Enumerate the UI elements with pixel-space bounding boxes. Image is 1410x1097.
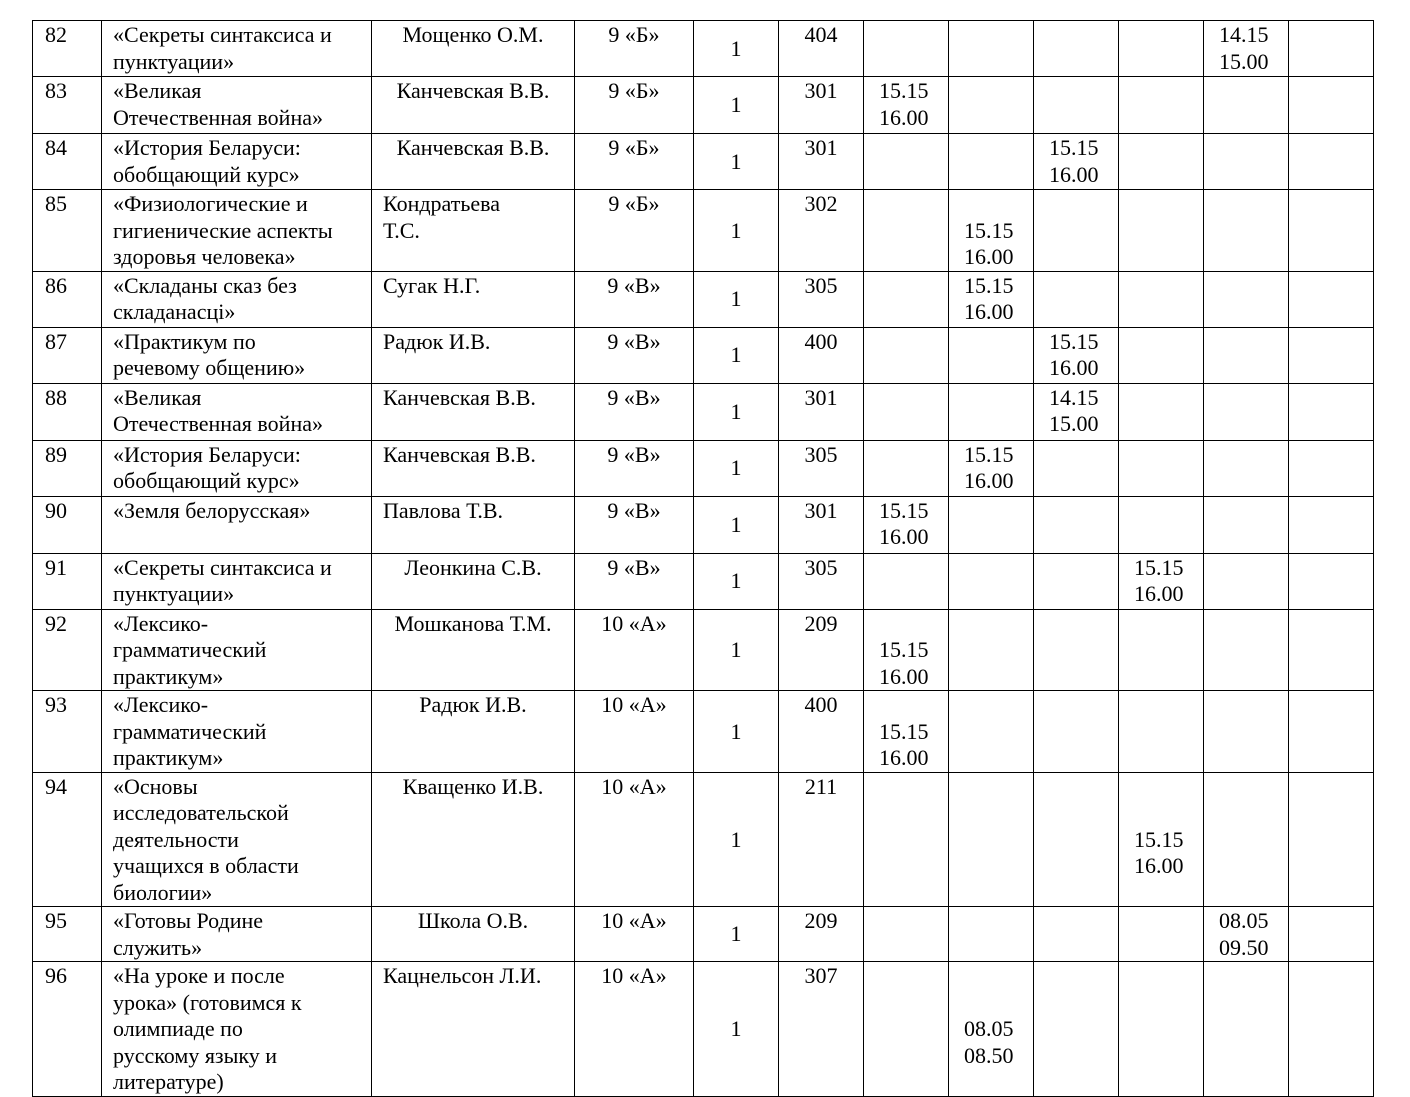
table-row <box>33 190 1374 272</box>
teacher-name <box>372 772 575 907</box>
course-title <box>102 77 372 134</box>
day-slot <box>1289 440 1374 496</box>
row-number: 88 <box>33 383 102 440</box>
teacher-name <box>372 907 575 962</box>
class-name: 9 «В» <box>575 327 694 383</box>
day-slot <box>1289 190 1374 272</box>
day-slot <box>1204 77 1289 134</box>
day-slot <box>1034 496 1119 553</box>
day-slot-line: 16.00 <box>1134 853 1184 878</box>
day-slot <box>1204 190 1289 272</box>
teacher-name-line: Канчевская В.В. <box>396 135 550 160</box>
table-row <box>33 21 1374 77</box>
day-slot <box>1204 383 1289 440</box>
table-row <box>33 772 1374 907</box>
day-slot-line: 15.00 <box>1219 48 1269 74</box>
day-slot <box>1034 609 1119 691</box>
course-title <box>102 962 372 1097</box>
hours-count: 1 <box>694 691 779 773</box>
day-slot <box>1119 691 1204 773</box>
class-name: 10 «А» <box>575 772 694 907</box>
day-slot-line: 09.50 <box>1219 934 1269 960</box>
day-slot <box>1034 907 1119 962</box>
row-number: 86 <box>33 271 102 327</box>
day-slot <box>1119 962 1204 1097</box>
course-title-line: грамматический <box>113 637 267 662</box>
day-slot <box>1119 440 1204 496</box>
day-slot-line <box>964 990 1033 1017</box>
teacher-name <box>372 553 575 609</box>
teacher-name <box>372 691 575 773</box>
room-number: 209 <box>779 609 864 691</box>
day-slot <box>1034 77 1119 134</box>
teacher-name <box>372 440 575 496</box>
day-slot-line: 14.15 <box>1049 384 1099 410</box>
course-title <box>102 691 372 773</box>
day-slot <box>1034 553 1119 609</box>
room-number: 404 <box>779 21 864 77</box>
table-row <box>33 271 1374 327</box>
day-slot-line: 16.00 <box>879 524 929 549</box>
course-title-line: «Земля белорусская» <box>113 497 311 523</box>
hours-count: 1 <box>694 77 779 134</box>
day-slot <box>1034 327 1119 383</box>
teacher-name <box>372 190 575 272</box>
teacher-name <box>372 21 575 77</box>
hours-count: 1 <box>694 962 779 1097</box>
table-row <box>33 609 1374 691</box>
course-title-line: речевому общению» <box>113 355 306 380</box>
room-number: 305 <box>779 553 864 609</box>
hours-count: 1 <box>694 190 779 272</box>
class-name: 9 «Б» <box>575 134 694 190</box>
class-name: 10 «А» <box>575 907 694 962</box>
day-slot-line: 15.15 <box>879 637 929 662</box>
day-slot <box>1119 327 1204 383</box>
room-number: 209 <box>779 907 864 962</box>
day-slot-line <box>879 611 948 638</box>
hours-count: 1 <box>694 21 779 77</box>
course-title-line: обобщающий курс» <box>113 468 300 493</box>
day-slot <box>1119 609 1204 691</box>
day-slot-line: 08.50 <box>964 1042 1014 1068</box>
day-slot <box>1034 440 1119 496</box>
course-title <box>102 496 372 553</box>
table-row <box>33 383 1374 440</box>
course-title-line: «История Беларуси: <box>113 441 301 467</box>
course-title-line: «На уроке и после <box>113 963 285 988</box>
row-number: 91 <box>33 553 102 609</box>
room-number: 301 <box>779 134 864 190</box>
teacher-name-line: Канчевская В.В. <box>383 441 536 467</box>
course-title <box>102 21 372 77</box>
day-slot <box>1289 553 1374 609</box>
table-row <box>33 553 1374 609</box>
class-name: 9 «В» <box>575 271 694 327</box>
day-slot <box>1204 21 1289 77</box>
day-slot <box>1289 772 1374 907</box>
teacher-name <box>372 962 575 1097</box>
course-title <box>102 134 372 190</box>
day-slot-line <box>964 963 1033 990</box>
hours-count: 1 <box>694 327 779 383</box>
row-number: 92 <box>33 609 102 691</box>
day-slot <box>1289 691 1374 773</box>
day-slot <box>1119 553 1204 609</box>
day-slot <box>1204 327 1289 383</box>
day-slot-line: 16.00 <box>1134 581 1184 606</box>
teacher-name <box>372 327 575 383</box>
day-slot <box>1289 383 1374 440</box>
room-number: 305 <box>779 271 864 327</box>
day-slot <box>1204 496 1289 553</box>
day-slot <box>1119 134 1204 190</box>
teacher-name-line: Леонкина С.В. <box>404 554 542 580</box>
room-number: 301 <box>779 77 864 134</box>
day-slot-line: 16.00 <box>1049 161 1099 187</box>
day-slot <box>1119 907 1204 962</box>
class-name: 9 «В» <box>575 496 694 553</box>
table-row <box>33 691 1374 773</box>
teacher-name-line: Канчевская В.В. <box>383 384 536 410</box>
course-title <box>102 440 372 496</box>
day-slot <box>1289 609 1374 691</box>
hours-count: 1 <box>694 772 779 907</box>
teacher-name-line: Радюк И.В. <box>419 692 527 717</box>
class-name: 10 «А» <box>575 962 694 1097</box>
day-slot <box>1119 383 1204 440</box>
course-title <box>102 190 372 272</box>
day-slot <box>864 609 949 691</box>
day-slot-line <box>1134 800 1203 827</box>
day-slot <box>949 190 1034 272</box>
day-slot-line <box>879 692 948 719</box>
day-slot <box>864 962 949 1097</box>
day-slot <box>1119 21 1204 77</box>
day-slot-line: 15.15 <box>1134 554 1184 580</box>
day-slot-line: 15.15 <box>879 497 929 523</box>
day-slot <box>864 21 949 77</box>
course-title-line: Отечественная война» <box>113 411 323 436</box>
room-number: 400 <box>779 327 864 383</box>
day-slot <box>864 553 949 609</box>
course-title-line: «Лексико- <box>113 610 209 636</box>
row-number: 87 <box>33 327 102 383</box>
day-slot <box>864 271 949 327</box>
teacher-name <box>372 383 575 440</box>
course-title <box>102 609 372 691</box>
row-number: 89 <box>33 440 102 496</box>
row-number: 83 <box>33 77 102 134</box>
day-slot <box>1119 77 1204 134</box>
course-title-line: «Великая <box>113 384 202 410</box>
teacher-name <box>372 271 575 327</box>
day-slot <box>949 134 1034 190</box>
day-slot <box>1034 772 1119 907</box>
day-slot-line <box>964 191 1033 218</box>
teacher-name-line: Канчевская В.В. <box>396 78 550 103</box>
day-slot <box>949 21 1034 77</box>
day-slot <box>1204 134 1289 190</box>
course-title-line: гигиенические аспекты <box>113 217 333 243</box>
course-title-line: складанасці» <box>113 299 236 324</box>
day-slot <box>1204 271 1289 327</box>
course-title-line: практикум» <box>113 745 224 770</box>
day-slot <box>864 496 949 553</box>
course-title-line: «Секреты синтаксиса и <box>113 554 332 580</box>
teacher-name-line: Т.С. <box>383 217 420 243</box>
day-slot <box>1289 327 1374 383</box>
row-number: 95 <box>33 907 102 962</box>
day-slot <box>949 553 1034 609</box>
day-slot <box>949 907 1034 962</box>
day-slot <box>1204 553 1289 609</box>
day-slot <box>864 440 949 496</box>
day-slot-line: 16.00 <box>964 468 1014 493</box>
day-slot <box>1289 907 1374 962</box>
day-slot-line: 15.15 <box>1134 826 1184 852</box>
day-slot <box>1204 962 1289 1097</box>
course-title-line: русскому языку и <box>113 1042 278 1068</box>
day-slot <box>1034 962 1119 1097</box>
teacher-name-line: Школа О.В. <box>417 908 529 933</box>
day-slot-line: 15.15 <box>964 441 1014 467</box>
day-slot <box>1119 271 1204 327</box>
teacher-name <box>372 77 575 134</box>
class-name: 10 «А» <box>575 691 694 773</box>
hours-count: 1 <box>694 440 779 496</box>
day-slot <box>949 271 1034 327</box>
row-number: 90 <box>33 496 102 553</box>
day-slot <box>949 383 1034 440</box>
day-slot-line: 15.15 <box>1049 328 1099 354</box>
hours-count: 1 <box>694 271 779 327</box>
teacher-name-line: Кващенко И.В. <box>402 773 544 799</box>
course-title-line: олимпиаде по <box>113 1016 243 1041</box>
day-slot-line: 16.00 <box>879 104 929 130</box>
schedule-table <box>32 20 1374 1097</box>
course-title-line: «Великая <box>113 78 202 103</box>
course-title-line: пунктуации» <box>113 48 235 74</box>
day-slot <box>1289 21 1374 77</box>
room-number: 301 <box>779 383 864 440</box>
course-title-line: биологии» <box>113 879 213 905</box>
day-slot-line: 16.00 <box>1049 355 1099 380</box>
table-row <box>33 962 1374 1097</box>
table-row <box>33 134 1374 190</box>
course-title-line: деятельности <box>113 826 239 852</box>
row-number: 93 <box>33 691 102 773</box>
teacher-name-line: Сугак Н.Г. <box>383 272 481 298</box>
day-slot <box>1289 271 1374 327</box>
teacher-name <box>372 134 575 190</box>
course-title-line: пунктуации» <box>113 581 235 606</box>
day-slot-line: 15.15 <box>964 217 1014 243</box>
day-slot-line: 15.15 <box>879 78 929 103</box>
hours-count: 1 <box>694 134 779 190</box>
row-number: 84 <box>33 134 102 190</box>
course-title-line: учащихся в области <box>113 853 299 878</box>
day-slot <box>949 327 1034 383</box>
course-title-line: «Физиологические и <box>113 191 308 216</box>
class-name: 9 «Б» <box>575 77 694 134</box>
day-slot-line: 08.05 <box>964 1016 1014 1041</box>
hours-count: 1 <box>694 553 779 609</box>
day-slot <box>864 772 949 907</box>
row-number: 94 <box>33 772 102 907</box>
day-slot <box>1034 134 1119 190</box>
day-slot <box>949 962 1034 1097</box>
day-slot-line: 14.15 <box>1219 22 1269 47</box>
day-slot <box>1204 772 1289 907</box>
day-slot <box>864 907 949 962</box>
day-slot <box>1289 134 1374 190</box>
teacher-name <box>372 496 575 553</box>
course-title <box>102 772 372 907</box>
course-title-line: «Секреты синтаксиса и <box>113 22 332 47</box>
day-slot <box>949 691 1034 773</box>
day-slot-line: 15.15 <box>964 272 1014 298</box>
course-title <box>102 327 372 383</box>
room-number: 400 <box>779 691 864 773</box>
day-slot <box>949 496 1034 553</box>
class-name: 9 «В» <box>575 553 694 609</box>
table-row <box>33 496 1374 553</box>
table-row <box>33 907 1374 962</box>
teacher-name <box>372 609 575 691</box>
day-slot-line: 16.00 <box>879 745 929 770</box>
hours-count: 1 <box>694 609 779 691</box>
day-slot <box>864 327 949 383</box>
course-title-line: «Складаны сказ без <box>113 272 297 298</box>
day-slot <box>1034 383 1119 440</box>
course-title-line: служить» <box>113 934 203 960</box>
day-slot <box>1204 907 1289 962</box>
day-slot-line: 16.00 <box>964 299 1014 324</box>
day-slot <box>1034 691 1119 773</box>
day-slot-line: 15.15 <box>879 718 929 744</box>
course-title-line: Отечественная война» <box>113 104 323 130</box>
course-title-line: «Основы <box>113 773 198 799</box>
teacher-name-line: Мощенко О.М. <box>402 22 544 47</box>
course-title-line: здоровья человека» <box>113 244 296 269</box>
course-title-line: «Готовы Родине <box>113 908 264 933</box>
course-title-line: «История Беларуси: <box>113 135 301 160</box>
course-title-line: обобщающий курс» <box>113 161 300 187</box>
day-slot-line <box>1134 774 1203 801</box>
day-slot <box>864 691 949 773</box>
day-slot <box>864 77 949 134</box>
day-slot <box>1204 609 1289 691</box>
row-number: 82 <box>33 21 102 77</box>
teacher-name-line: Кацнельсон Л.И. <box>383 963 542 988</box>
hours-count: 1 <box>694 383 779 440</box>
course-title-line: практикум» <box>113 663 224 689</box>
course-title-line: литературе) <box>113 1069 224 1094</box>
teacher-name-line: Мошканова Т.М. <box>394 610 552 636</box>
course-title <box>102 271 372 327</box>
room-number: 301 <box>779 496 864 553</box>
day-slot-line: 15.00 <box>1049 411 1099 436</box>
day-slot <box>864 134 949 190</box>
day-slot <box>1034 271 1119 327</box>
day-slot <box>864 190 949 272</box>
table-row <box>33 440 1374 496</box>
course-title-line: исследовательской <box>113 800 289 825</box>
room-number: 302 <box>779 190 864 272</box>
hours-count: 1 <box>694 907 779 962</box>
table-row <box>33 77 1374 134</box>
day-slot <box>949 440 1034 496</box>
class-name: 9 «Б» <box>575 21 694 77</box>
day-slot-line: 08.05 <box>1219 908 1269 933</box>
table-row <box>33 327 1374 383</box>
teacher-name-line: Павлова Т.В. <box>383 497 504 523</box>
class-name: 9 «Б» <box>575 190 694 272</box>
day-slot <box>1119 496 1204 553</box>
day-slot <box>1289 962 1374 1097</box>
day-slot <box>1289 496 1374 553</box>
course-title <box>102 553 372 609</box>
teacher-name-line: Кондратьева <box>383 191 501 216</box>
day-slot-line: 16.00 <box>879 663 929 689</box>
course-title <box>102 907 372 962</box>
day-slot <box>949 77 1034 134</box>
class-name: 10 «А» <box>575 609 694 691</box>
course-title <box>102 383 372 440</box>
hours-count: 1 <box>694 496 779 553</box>
course-title-line: «Практикум по <box>113 328 256 354</box>
day-slot <box>1119 190 1204 272</box>
day-slot <box>1034 190 1119 272</box>
day-slot <box>1204 691 1289 773</box>
day-slot-line: 16.00 <box>964 244 1014 269</box>
day-slot <box>1204 440 1289 496</box>
room-number: 305 <box>779 440 864 496</box>
teacher-name-line: Радюк И.В. <box>383 328 491 354</box>
class-name: 9 «В» <box>575 383 694 440</box>
day-slot <box>1119 772 1204 907</box>
row-number: 96 <box>33 962 102 1097</box>
class-name: 9 «В» <box>575 440 694 496</box>
course-title-line: «Лексико- <box>113 692 209 717</box>
day-slot <box>949 609 1034 691</box>
room-number: 211 <box>779 772 864 907</box>
day-slot-line: 15.15 <box>1049 135 1099 160</box>
day-slot <box>949 772 1034 907</box>
room-number: 307 <box>779 962 864 1097</box>
day-slot <box>864 383 949 440</box>
course-title-line: урока» (готовимся к <box>113 989 302 1015</box>
row-number: 85 <box>33 190 102 272</box>
day-slot <box>1034 21 1119 77</box>
course-title-line: грамматический <box>113 718 267 744</box>
day-slot <box>1289 77 1374 134</box>
